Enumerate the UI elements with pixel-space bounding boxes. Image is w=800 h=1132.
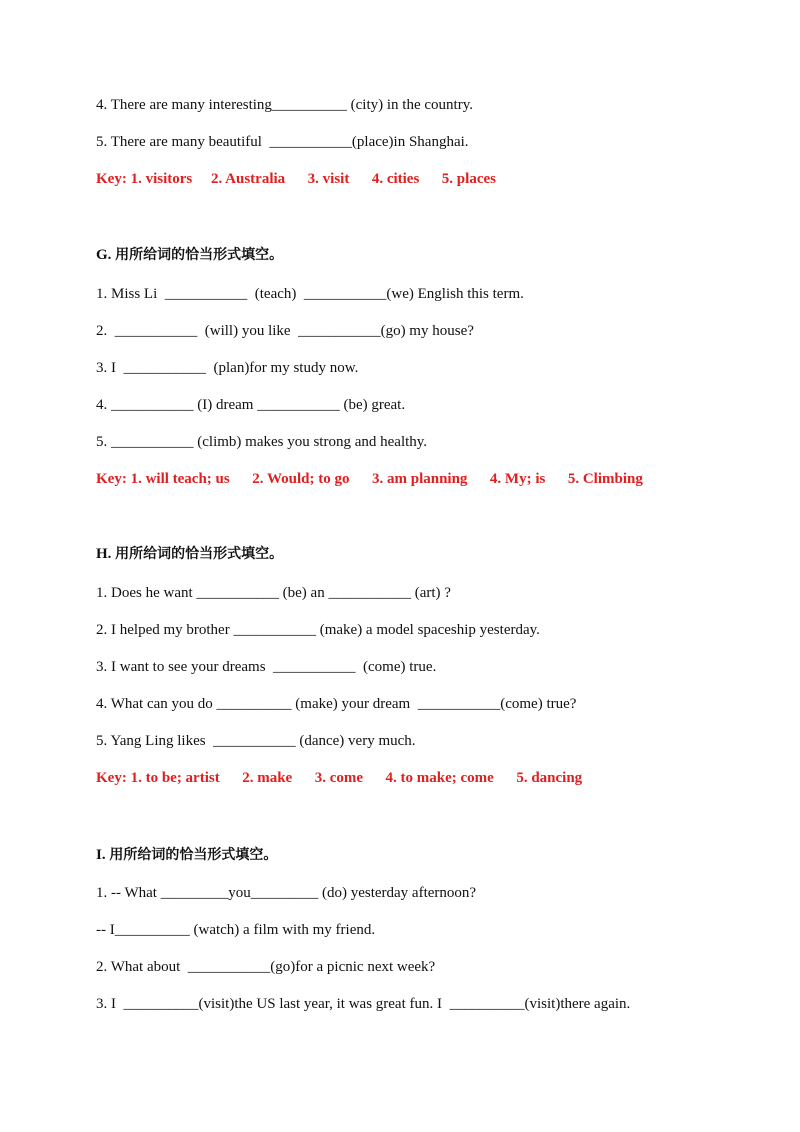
section-h-question-4: 4. What can you do __________ (make) your dream ___________(come) true?	[96, 696, 577, 712]
section-f-question-4: 4. There are many interesting__________ (city) in the country.	[96, 97, 473, 113]
section-i-heading	[96, 846, 277, 864]
section-h-instruction: 用所给词的恰当形式填空。	[115, 546, 284, 562]
section-g-instruction: 用所给词的恰当形式填空。	[115, 247, 284, 263]
section-i-label: I.	[96, 847, 106, 863]
section-i-question-1-reply: -- I__________ (watch) a film with my friend.	[96, 922, 376, 938]
section-g-question-4: 4. ___________ (I) dream ___________ (be) great.	[96, 397, 406, 413]
section-h-question-2: 2. I helped my brother ___________ (make) a model spaceship yesterday.	[96, 622, 540, 638]
section-i-instruction: 用所给词的恰当形式填空。	[109, 847, 278, 863]
section-h-question-5: 5. Yang Ling likes ___________ (dance) very much.	[96, 733, 416, 749]
section-i-question-2: 2. What about ___________(go)for a picnic next week?	[96, 959, 436, 975]
section-g-label: G.	[96, 247, 112, 263]
section-g-question-1: 1. Miss Li ___________ (teach) ___________(we) English this term.	[96, 286, 524, 302]
section-h-answer-key: Key: 1. to be; artist 2. make 3. come 4. to make; come 5. dancing	[96, 770, 583, 786]
section-g-question-5: 5. ___________ (climb) makes you strong and healthy.	[96, 434, 428, 450]
section-i-question-3: 3. I __________(visit)the US last year, it was great fun. I __________(visit)there again.	[96, 996, 631, 1012]
section-h-question-1: 1. Does he want ___________ (be) an ___________ (art) ?	[96, 585, 451, 601]
section-f-answer-key: Key: 1. visitors 2. Australia 3. visit 4. cities 5. places	[96, 171, 496, 187]
section-i-question-1: 1. -- What _________you_________ (do) yesterday afternoon?	[96, 885, 477, 901]
section-f-question-5: 5. There are many beautiful ___________(place)in Shanghai.	[96, 134, 469, 150]
section-h-heading	[96, 545, 283, 563]
section-h-question-3: 3. I want to see your dreams ___________ (come) true.	[96, 659, 437, 675]
section-g-heading	[96, 246, 283, 264]
section-g-question-2: 2. ___________ (will) you like ___________(go) my house?	[96, 323, 474, 339]
section-h-label: H.	[96, 546, 112, 562]
section-g-answer-key: Key: 1. will teach; us 2. Would; to go 3. am planning 4. My; is 5. Climbing	[96, 471, 643, 487]
section-g-question-3: 3. I ___________ (plan)for my study now.	[96, 360, 359, 376]
